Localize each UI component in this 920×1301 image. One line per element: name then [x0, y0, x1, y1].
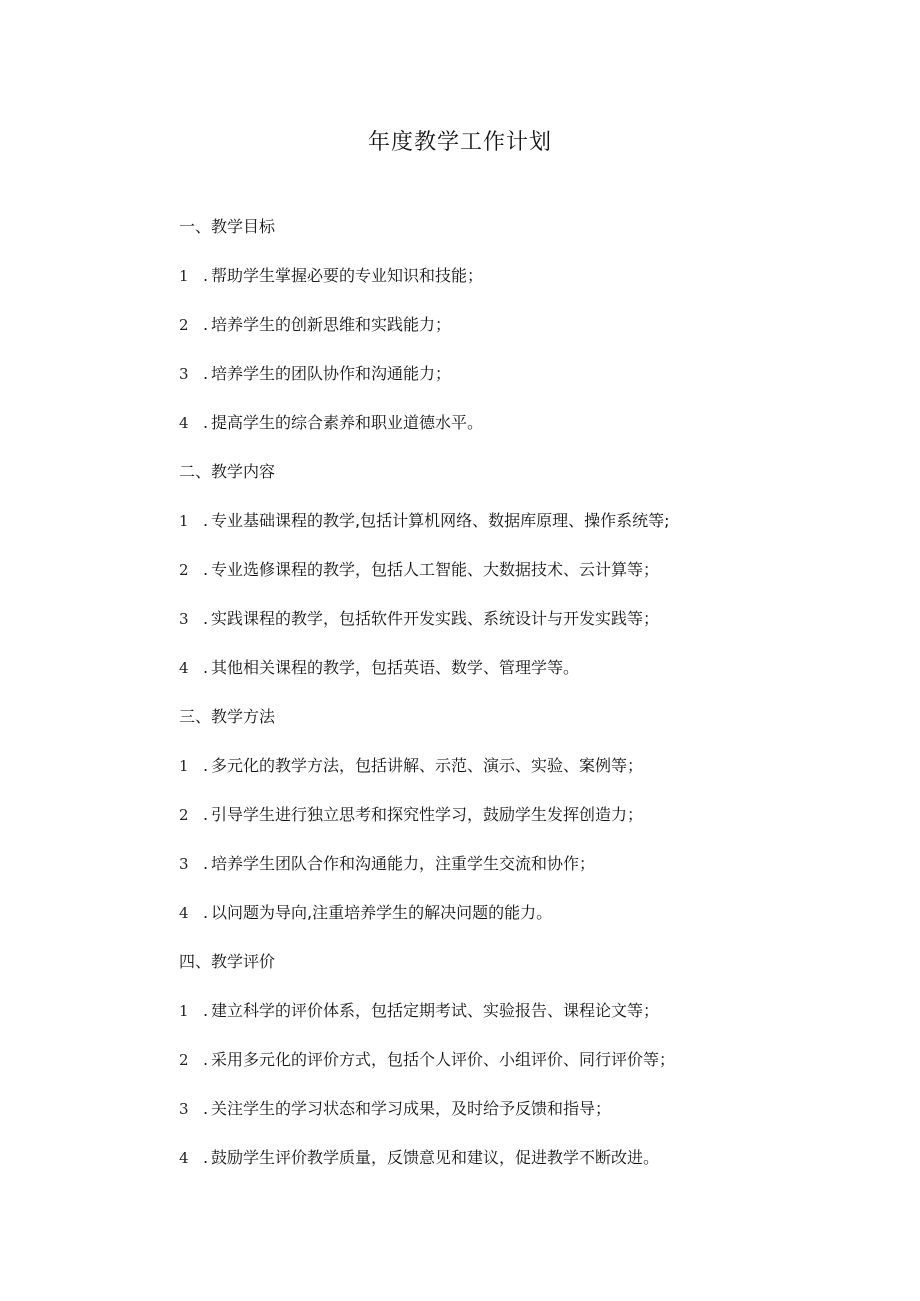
list-item: 3 . 实践课程的教学，包括软件开发实践、系统设计与开发实践等； — [179, 604, 879, 653]
document-body — [179, 212, 879, 1192]
section-heading: 三、教学方法 — [179, 707, 276, 726]
item-number: 3 — [179, 610, 189, 628]
list-item: 1 . 专业基础课程的教学,包括计算机网络、数据库原理、操作系统等; — [179, 506, 879, 555]
list-item: 3 . 培养学生团队合作和沟通能力，注重学生交流和协作； — [179, 849, 879, 898]
item-number: 2 — [179, 316, 189, 334]
list-item: 4 . 提高学生的综合素养和职业道德水平。 — [179, 408, 879, 457]
item-number: 4 — [179, 904, 189, 922]
item-text: 实践课程的教学，包括软件开发实践、系统设计与开发实践等； — [211, 609, 660, 628]
item-text: 帮助学生掌握必要的专业知识和技能； — [211, 266, 484, 285]
item-number: 1 — [179, 757, 189, 775]
list-item: 4 . 其他相关课程的教学，包括英语、数学、管理学等。 — [179, 653, 879, 702]
item-text: 专业基础课程的教学,包括计算机网络、数据库原理、操作系统等; — [211, 511, 670, 530]
list-item: 1 . 帮助学生掌握必要的专业知识和技能； — [179, 261, 879, 310]
item-text: 培养学生团队合作和沟通能力，注重学生交流和协作； — [211, 854, 596, 873]
item-number: 4 — [179, 414, 189, 432]
list-item: 3 . 培养学生的团队协作和沟通能力； — [179, 359, 879, 408]
item-number: 1 — [179, 512, 189, 530]
list-item: 3 . 关注学生的学习状态和学习成果，及时给予反馈和指导； — [179, 1094, 879, 1143]
section-teaching-goals — [179, 212, 879, 457]
item-text: 培养学生的创新思维和实践能力； — [211, 315, 452, 334]
section-teaching-content — [179, 457, 879, 702]
item-text: 采用多元化的评价方式，包括个人评价、小组评价、同行评价等； — [211, 1050, 676, 1069]
item-text: 以问题为导向,注重培养学生的解决问题的能力。 — [211, 903, 553, 922]
list-item: 4 . 以问题为导向,注重培养学生的解决问题的能力。 — [179, 898, 879, 947]
section-teaching-evaluation — [179, 947, 879, 1192]
item-text: 提高学生的综合素养和职业道德水平。 — [211, 413, 484, 432]
list-item: 1 . 多元化的教学方法，包括讲解、示范、演示、实验、案例等； — [179, 751, 879, 800]
list-item: 2 . 采用多元化的评价方式，包括个人评价、小组评价、同行评价等； — [179, 1045, 879, 1094]
item-number: 4 — [179, 659, 189, 677]
section-heading: 二、教学内容 — [179, 462, 276, 481]
item-text: 鼓励学生评价教学质量，反馈意见和建议，促进教学不断改进。 — [211, 1148, 660, 1167]
item-number: 3 — [179, 365, 189, 383]
item-number: 3 — [179, 855, 189, 873]
item-number: 1 — [179, 1002, 189, 1020]
item-text: 培养学生的团队协作和沟通能力； — [211, 364, 452, 383]
section-heading: 一、教学目标 — [179, 217, 276, 236]
section-teaching-methods — [179, 702, 879, 947]
list-item: 1 . 建立科学的评价体系，包括定期考试、实验报告、课程论文等； — [179, 996, 879, 1045]
item-text: 引导学生进行独立思考和探究性学习，鼓励学生发挥创造力； — [211, 805, 644, 824]
list-item: 4 . 鼓励学生评价教学质量，反馈意见和建议，促进教学不断改进。 — [179, 1143, 879, 1192]
item-number: 2 — [179, 561, 189, 579]
item-text: 多元化的教学方法，包括讲解、示范、演示、实验、案例等； — [211, 756, 644, 775]
item-number: 1 — [179, 267, 189, 285]
item-number: 2 — [179, 1051, 189, 1069]
item-text: 建立科学的评价体系，包括定期考试、实验报告、课程论文等； — [211, 1001, 660, 1020]
item-text: 专业选修课程的教学，包括人工智能、大数据技术、云计算等； — [211, 560, 660, 579]
item-number: 4 — [179, 1149, 189, 1167]
list-item: 2 . 培养学生的创新思维和实践能力； — [179, 310, 879, 359]
list-item: 2 . 引导学生进行独立思考和探究性学习，鼓励学生发挥创造力； — [179, 800, 879, 849]
item-text: 其他相关课程的教学，包括英语、数学、管理学等。 — [211, 658, 580, 677]
item-text: 关注学生的学习状态和学习成果，及时给予反馈和指导； — [211, 1099, 612, 1118]
item-number: 2 — [179, 806, 189, 824]
list-item: 2 . 专业选修课程的教学，包括人工智能、大数据技术、云计算等； — [179, 555, 879, 604]
page-title: 年度教学工作计划 — [367, 130, 552, 155]
section-heading: 四、教学评价 — [179, 952, 276, 971]
item-number: 3 — [179, 1100, 189, 1118]
